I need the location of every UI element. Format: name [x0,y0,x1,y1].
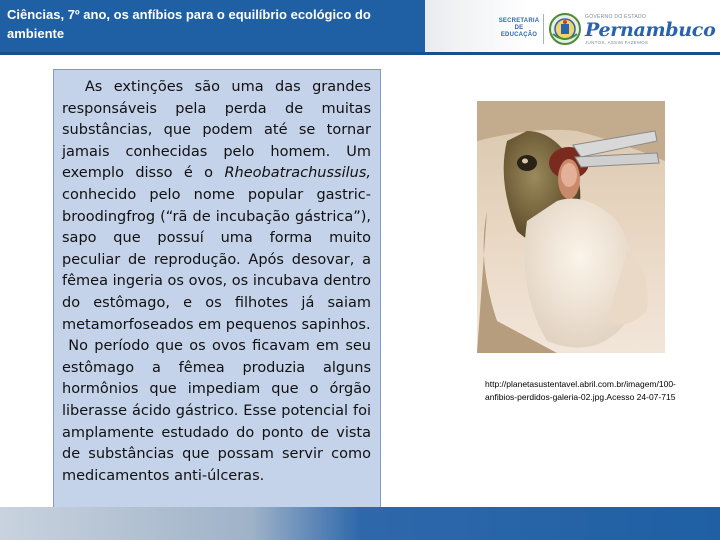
species-name: Rheobatrachussilus, [224,165,371,182]
pernambuco-wordmark: Pernambuco [585,19,716,41]
p1-text-b: conhecido pelo nome popular gastric-broodingfrog (“rã de incubação gástrica”), sapo que possuí uma forma muito peculiar de reprodução. Após desovar, a fêmea ingeria os ovos, os incubava dentro do estômago, e os filhotes já saiam metamorfoseados em pequenos sapinhos. [62,186,371,333]
p1-text-a: As extinções são uma das grandes responsáveis pela perda de muitas substâncias, que podem até se tornar jamais conhecidas pelo homem. Um exemplo disso é o [62,79,371,182]
header-divider [0,52,720,55]
pernambuco-tagline: JUNTOS, ASSIM FAZEMOS [585,40,649,45]
slide-header [0,0,720,52]
pernambuco-logo [585,14,716,46]
logo-divider [543,14,544,44]
frog-photo-icon [477,101,665,353]
paragraph-2 [62,336,371,487]
paragraph-1 [62,77,371,336]
secretaria-logo [496,18,542,39]
secretaria-line-1: SECRETARIA [498,18,540,24]
slide-title: Ciências, 7º ano, os anfíbios para o equilíbrio ecológico do ambiente [7,7,371,41]
image-source-caption: http://planetasustentavel.abril.com.br/imagem/100-anfibios-perdidos-galeria-02.jpg.Acesso 24-07-715 [485,379,676,402]
state-crest-icon [548,12,582,46]
p2-text: No período que os ovos ficavam em seu estômago a fêmea produzia alguns hormônios que impediam que o órgão liberasse ácido gástrico. Esse potencial foi amplamente estudado do ponto de vista de substâncias que possam servir como medicamentos anti-úlceras. [62,338,371,484]
text-panel [53,69,381,513]
title-bar [0,0,425,52]
footer-bar [0,507,720,540]
governo-label: GOVERNO DO ESTADO [585,14,647,20]
secretaria-line-2: DE EDUCAÇÃO [500,25,538,38]
body-text [62,77,371,487]
